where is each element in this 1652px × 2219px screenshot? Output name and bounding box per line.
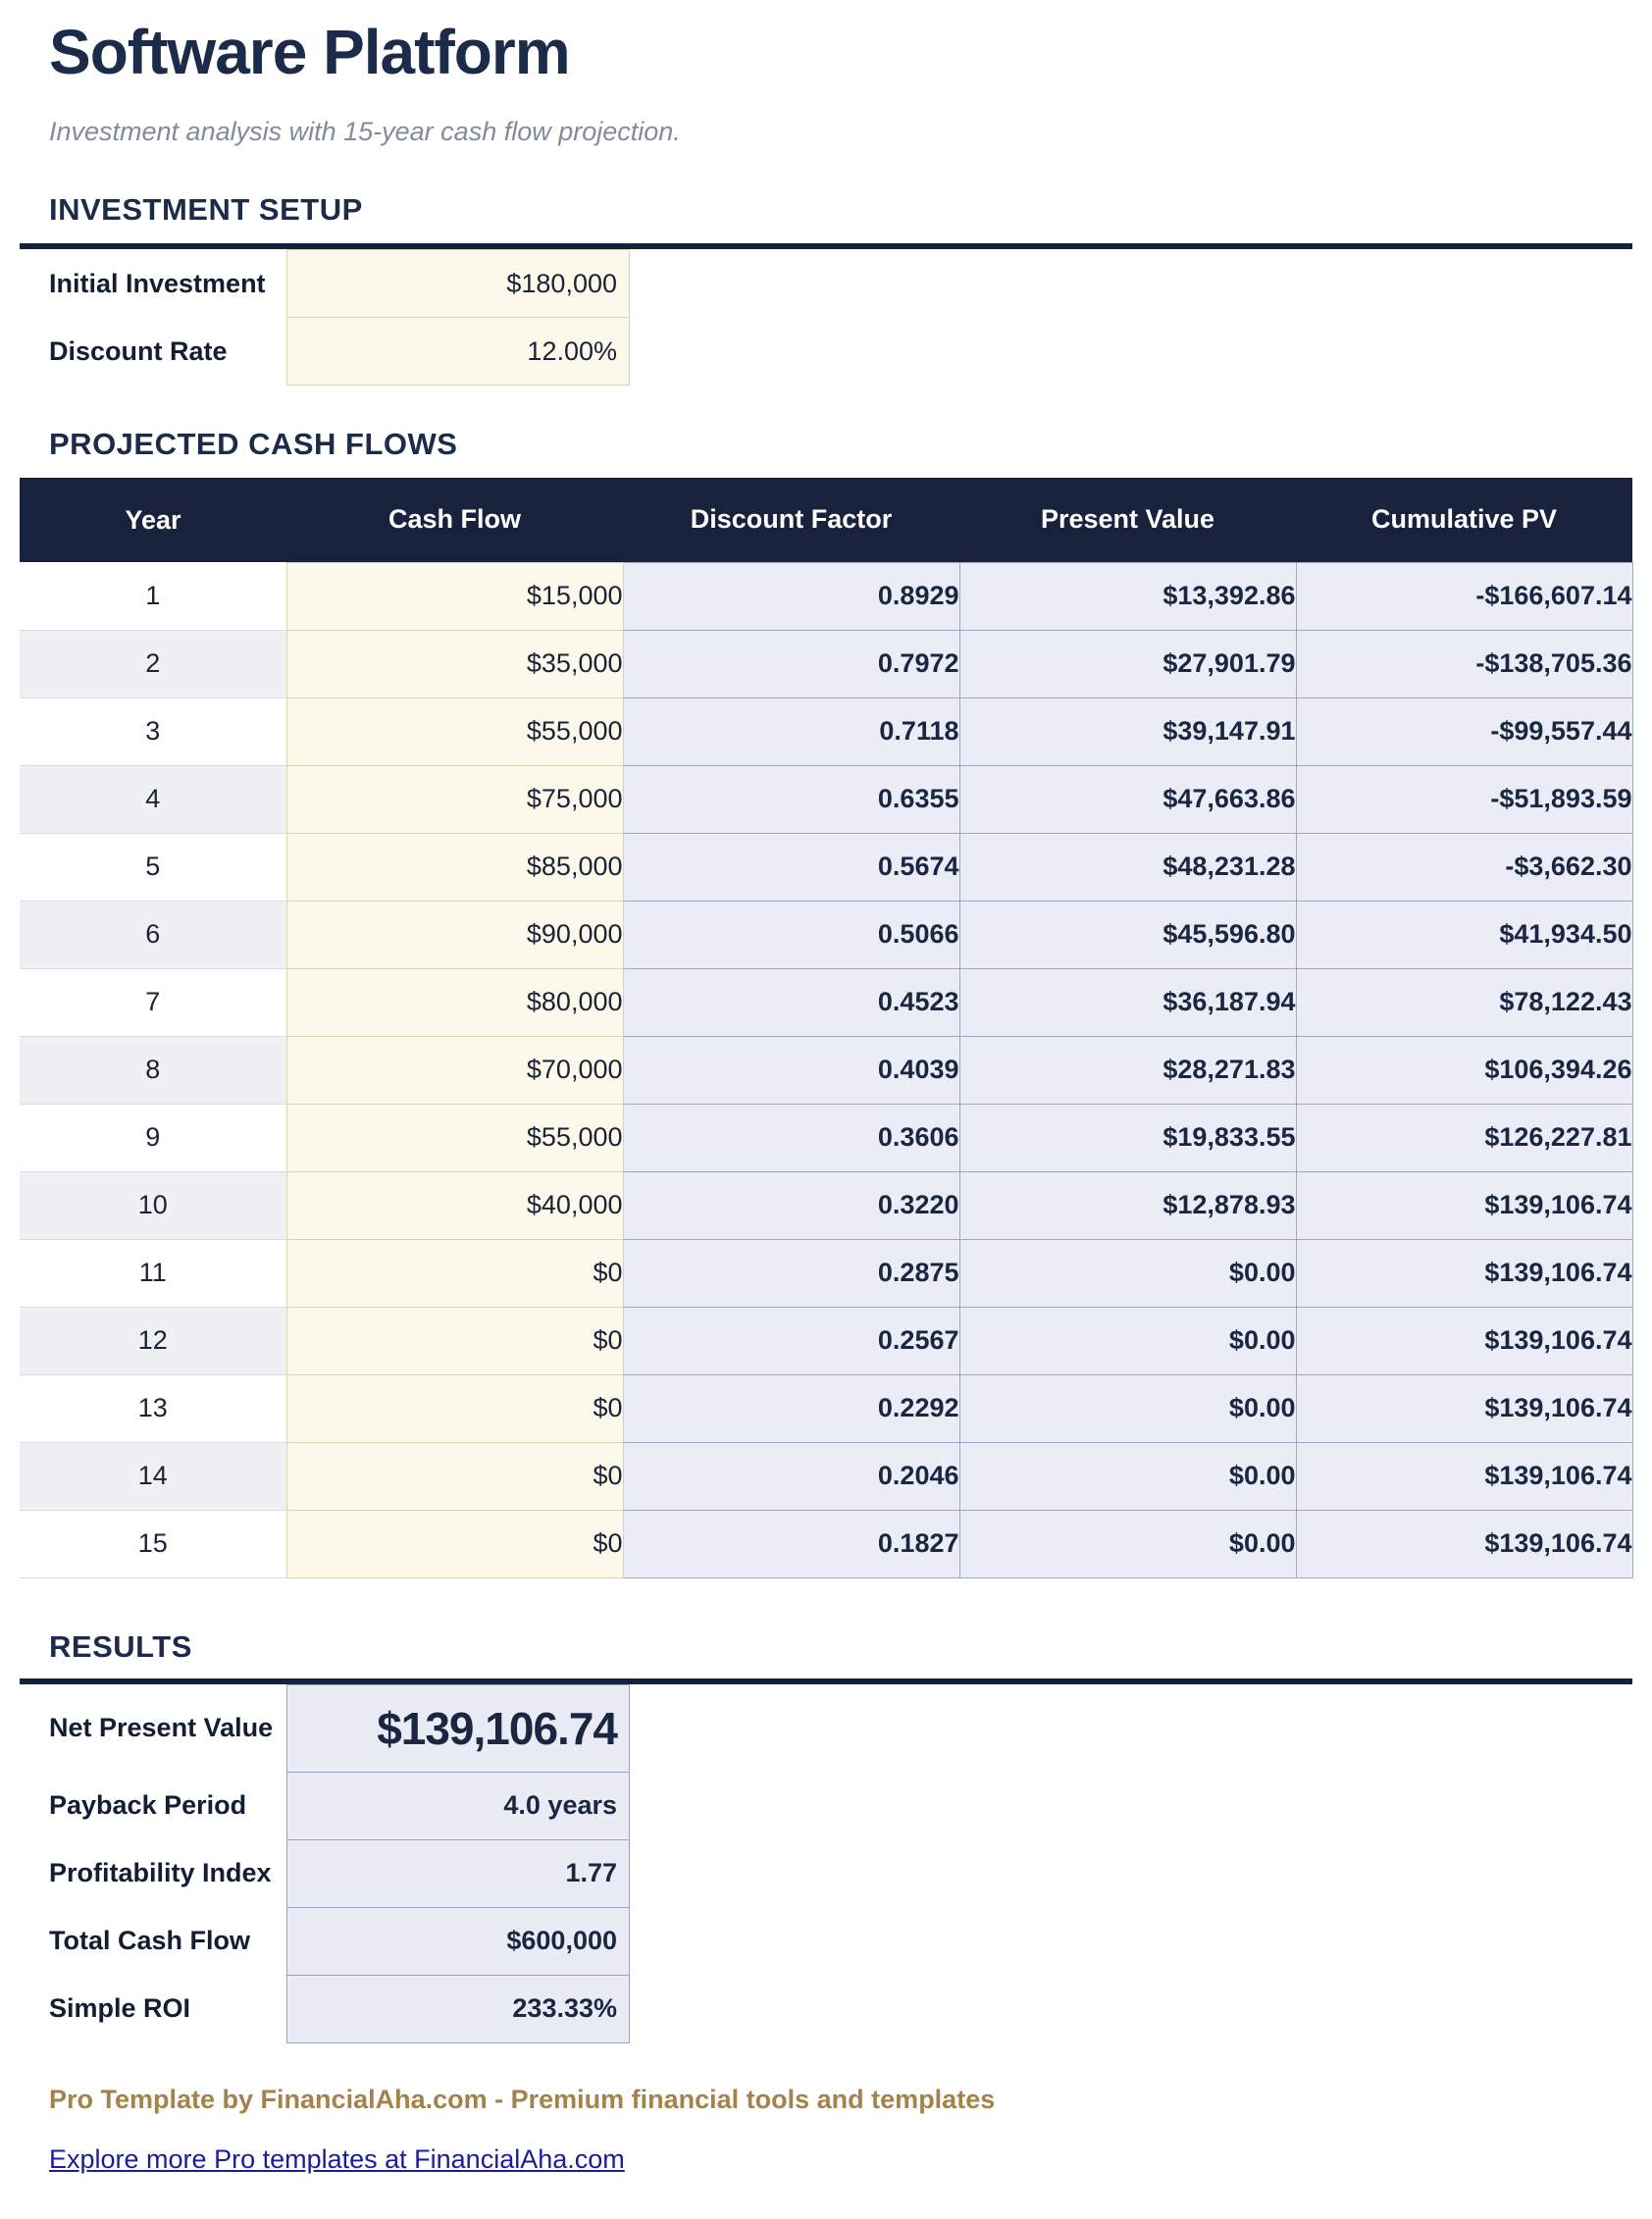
cashflow-table-header (20, 478, 1632, 562)
present-value-cell: $48,231.28 (959, 833, 1296, 901)
discount-factor-cell: 0.1827 (623, 1510, 959, 1577)
present-value-cell: $47,663.86 (959, 765, 1296, 833)
page-title: Software Platform (49, 17, 570, 87)
discount-factor-cell: 0.2292 (623, 1374, 959, 1442)
result-value-cell: $139,106.74 (286, 1684, 630, 1773)
cash-flow-cell[interactable]: $0 (286, 1442, 623, 1510)
projected-cash-flows-heading: PROJECTED CASH FLOWS (49, 427, 458, 462)
kv-row (20, 1907, 1652, 1976)
cash-flow-cell[interactable]: $80,000 (286, 968, 623, 1036)
kv-row (20, 249, 1652, 318)
setup-value-cell[interactable]: 12.00% (286, 317, 630, 386)
kv-row (20, 317, 1652, 386)
cashflow-table (20, 478, 1633, 1578)
cumulative-pv-cell: $41,934.50 (1296, 901, 1632, 968)
kv-label: Net Present Value (49, 1713, 274, 1743)
cashflow-row (20, 833, 1632, 901)
present-value-cell: $0.00 (959, 1510, 1296, 1577)
year-cell: 1 (20, 562, 286, 630)
discount-factor-cell: 0.4523 (623, 968, 959, 1036)
discount-factor-cell: 0.6355 (623, 765, 959, 833)
cumulative-pv-cell: $139,106.74 (1296, 1171, 1632, 1239)
cashflow-row (20, 1442, 1632, 1510)
kv-row (20, 1839, 1652, 1908)
discount-factor-cell: 0.8929 (623, 562, 959, 630)
cashflow-row (20, 765, 1632, 833)
cumulative-pv-cell: $78,122.43 (1296, 968, 1632, 1036)
kv-label: Simple ROI (49, 1993, 191, 2024)
cash-flow-cell[interactable]: $0 (286, 1510, 623, 1577)
kv-label: Initial Investment (49, 268, 266, 298)
year-cell: 2 (20, 630, 286, 697)
cumulative-pv-cell: $139,106.74 (1296, 1239, 1632, 1307)
cumulative-pv-cell: -$99,557.44 (1296, 697, 1632, 765)
result-value-cell: $600,000 (286, 1907, 630, 1976)
cash-flow-cell[interactable]: $15,000 (286, 562, 623, 630)
cumulative-pv-cell: $139,106.74 (1296, 1510, 1632, 1577)
header-row (20, 478, 1632, 562)
kv-label: Total Cash Flow (49, 1926, 251, 1956)
present-value-cell: $12,878.93 (959, 1171, 1296, 1239)
cashflow-row (20, 1036, 1632, 1104)
cash-flow-cell[interactable]: $35,000 (286, 630, 623, 697)
year-cell: 4 (20, 765, 286, 833)
kv-label: Payback Period (49, 1790, 247, 1821)
cash-flow-cell[interactable]: $70,000 (286, 1036, 623, 1104)
cash-flow-cell[interactable]: $0 (286, 1374, 623, 1442)
kv-row (20, 1772, 1652, 1840)
cashflow-row (20, 1510, 1632, 1577)
results-heading: RESULTS (49, 1628, 192, 1664)
cashflow-row (20, 1171, 1632, 1239)
column-header-cumulative-pv: Cumulative PV (1296, 478, 1632, 562)
present-value-cell: $39,147.91 (959, 697, 1296, 765)
present-value-cell: $0.00 (959, 1239, 1296, 1307)
cash-flow-cell[interactable]: $0 (286, 1307, 623, 1374)
discount-factor-cell: 0.5066 (623, 901, 959, 968)
cumulative-pv-cell: -$166,607.14 (1296, 562, 1632, 630)
column-header-year: Year (20, 478, 286, 562)
cumulative-pv-cell: $139,106.74 (1296, 1307, 1632, 1374)
year-cell: 10 (20, 1171, 286, 1239)
year-cell: 13 (20, 1374, 286, 1442)
cumulative-pv-cell: $126,227.81 (1296, 1104, 1632, 1171)
year-cell: 11 (20, 1239, 286, 1307)
discount-factor-cell: 0.2046 (623, 1442, 959, 1510)
cumulative-pv-cell: $139,106.74 (1296, 1374, 1632, 1442)
cumulative-pv-cell: -$138,705.36 (1296, 630, 1632, 697)
cashflow-row (20, 1239, 1632, 1307)
results-section (20, 1684, 1652, 2043)
column-header-present-value: Present Value (959, 478, 1296, 562)
present-value-cell: $0.00 (959, 1442, 1296, 1510)
footer-link[interactable]: Explore more Pro templates at FinancialAha.com (49, 2143, 625, 2174)
discount-factor-cell: 0.7972 (623, 630, 959, 697)
cashflow-row (20, 1307, 1632, 1374)
present-value-cell: $0.00 (959, 1374, 1296, 1442)
cumulative-pv-cell: -$3,662.30 (1296, 833, 1632, 901)
investment-setup-section (20, 249, 1652, 386)
cashflow-row (20, 562, 1632, 630)
cumulative-pv-cell: $106,394.26 (1296, 1036, 1632, 1104)
discount-factor-cell: 0.4039 (623, 1036, 959, 1104)
cash-flow-cell[interactable]: $0 (286, 1239, 623, 1307)
document (0, 17, 1652, 2175)
footer-tagline: Pro Template by FinancialAha.com - Premium financial tools and templates (49, 2084, 996, 2114)
cashflow-row (20, 630, 1632, 697)
cash-flow-cell[interactable]: $40,000 (286, 1171, 623, 1239)
kv-label: Discount Rate (49, 335, 228, 366)
year-cell: 7 (20, 968, 286, 1036)
setup-value-cell[interactable]: $180,000 (286, 249, 630, 318)
year-cell: 5 (20, 833, 286, 901)
present-value-cell: $0.00 (959, 1307, 1296, 1374)
year-cell: 9 (20, 1104, 286, 1171)
year-cell: 6 (20, 901, 286, 968)
present-value-cell: $36,187.94 (959, 968, 1296, 1036)
cumulative-pv-cell: $139,106.74 (1296, 1442, 1632, 1510)
cashflow-row (20, 697, 1632, 765)
present-value-cell: $19,833.55 (959, 1104, 1296, 1171)
result-value-cell: 4.0 years (286, 1772, 630, 1840)
present-value-cell: $13,392.86 (959, 562, 1296, 630)
result-value-cell: 1.77 (286, 1839, 630, 1908)
cashflow-row (20, 901, 1632, 968)
kv-label: Profitability Index (49, 1858, 272, 1888)
cash-flow-cell[interactable]: $75,000 (286, 765, 623, 833)
year-cell: 8 (20, 1036, 286, 1104)
cashflow-row (20, 968, 1632, 1036)
discount-factor-cell: 0.5674 (623, 833, 959, 901)
cash-flow-cell[interactable]: $55,000 (286, 1104, 623, 1171)
present-value-cell: $45,596.80 (959, 901, 1296, 968)
present-value-cell: $27,901.79 (959, 630, 1296, 697)
year-cell: 14 (20, 1442, 286, 1510)
year-cell: 3 (20, 697, 286, 765)
investment-setup-heading: INVESTMENT SETUP (49, 192, 363, 228)
result-value-cell: 233.33% (286, 1975, 630, 2043)
cashflow-table-body (20, 562, 1632, 1577)
cashflow-row (20, 1374, 1632, 1442)
cash-flow-cell[interactable]: $90,000 (286, 901, 623, 968)
year-cell: 15 (20, 1510, 286, 1577)
kv-row (20, 1975, 1652, 2043)
cashflow-row (20, 1104, 1632, 1171)
cash-flow-cell[interactable]: $85,000 (286, 833, 623, 901)
column-header-discount-factor: Discount Factor (623, 478, 959, 562)
page-subtitle: Investment analysis with 15-year cash flow projection. (49, 117, 681, 147)
discount-factor-cell: 0.2875 (623, 1239, 959, 1307)
cumulative-pv-cell: -$51,893.59 (1296, 765, 1632, 833)
column-header-cash-flow: Cash Flow (286, 478, 623, 562)
discount-factor-cell: 0.2567 (623, 1307, 959, 1374)
present-value-cell: $28,271.83 (959, 1036, 1296, 1104)
discount-factor-cell: 0.3606 (623, 1104, 959, 1171)
cash-flow-cell[interactable]: $55,000 (286, 697, 623, 765)
discount-factor-cell: 0.3220 (623, 1171, 959, 1239)
year-cell: 12 (20, 1307, 286, 1374)
discount-factor-cell: 0.7118 (623, 697, 959, 765)
kv-row (20, 1684, 1652, 1773)
